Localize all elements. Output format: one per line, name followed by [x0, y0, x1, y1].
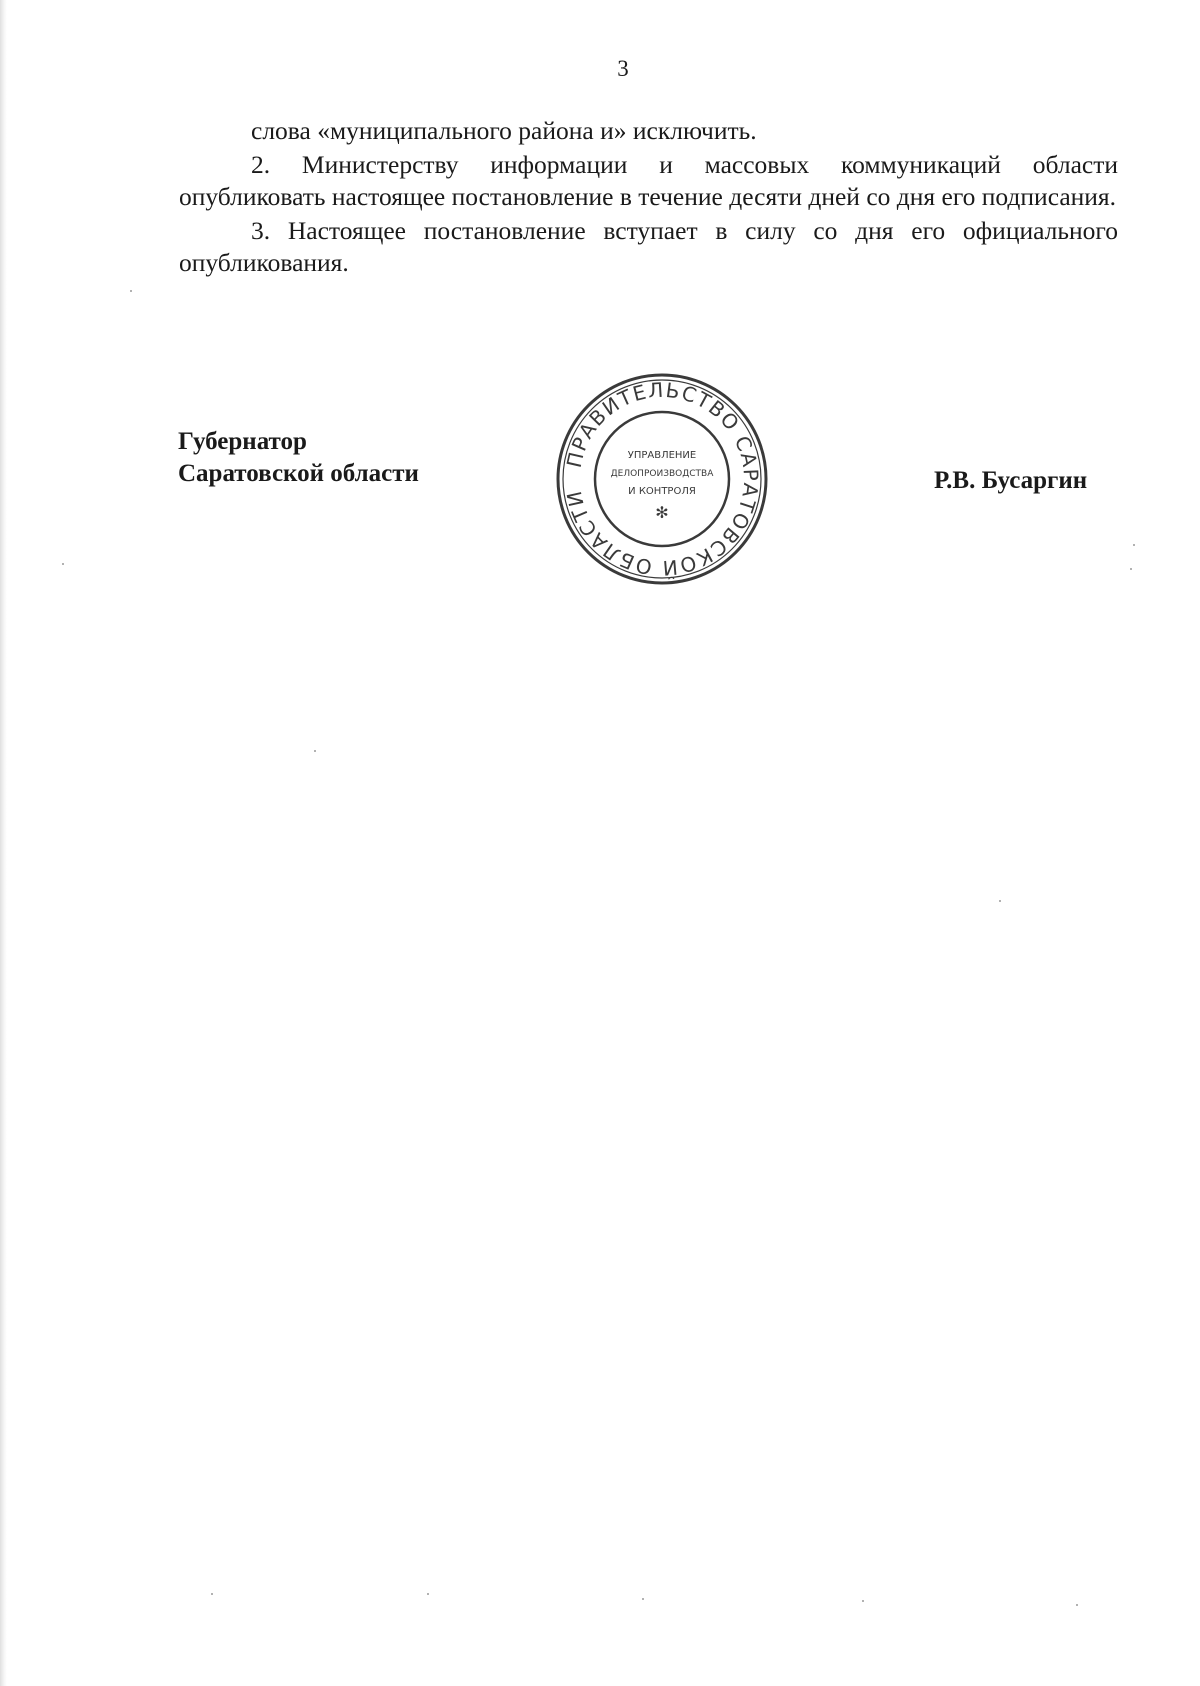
scan-speck	[1133, 544, 1135, 546]
scan-speck	[1076, 1604, 1078, 1606]
seal-inner-line-2: ДЕЛОПРОИЗВОДСТВА	[610, 469, 714, 479]
paragraph-2: 2. Министерству информации и массовых коммуникаций области опубликовать настоящее постановление в течение десяти дней со дня его подписания.	[179, 150, 1118, 211]
document-body	[179, 115, 1118, 279]
scan-speck	[427, 1593, 429, 1595]
position-line-1: Губернатор	[178, 428, 307, 455]
signatory-position	[178, 426, 419, 490]
scan-speck	[642, 1598, 644, 1600]
scan-speck	[862, 1600, 864, 1602]
page-number: 3	[617, 56, 629, 81]
scan-speck	[211, 1593, 213, 1595]
scan-speck	[130, 290, 132, 292]
scan-speck	[1130, 568, 1132, 570]
official-seal	[553, 370, 771, 588]
paragraph-3: 3. Настоящее постановление вступает в силу со дня его официального опубликования.	[179, 216, 1118, 277]
scan-speck	[314, 750, 316, 752]
seal-inner-line-1: УПРАВЛЕНИЕ	[627, 450, 697, 461]
seal-outer-ring	[558, 375, 766, 583]
scan-edge	[0, 0, 7, 1686]
scan-speck	[999, 900, 1001, 902]
seal-inner-line-3: И КОНТРОЛЯ	[628, 486, 696, 497]
position-line-2: Саратовской области	[178, 460, 419, 487]
seal-inner-ring	[595, 412, 729, 546]
paragraph-continuation: слова «муниципального района и» исключить.	[251, 116, 757, 145]
seal-star-icon: ✻	[655, 503, 669, 522]
seal-ring-text: ПРАВИТЕЛЬСТВО САРАТОВСКОЙ ОБЛАСТИ	[561, 377, 764, 581]
scan-speck	[62, 563, 64, 565]
signatory-name: Р.В. Бусаргин	[934, 467, 1088, 494]
